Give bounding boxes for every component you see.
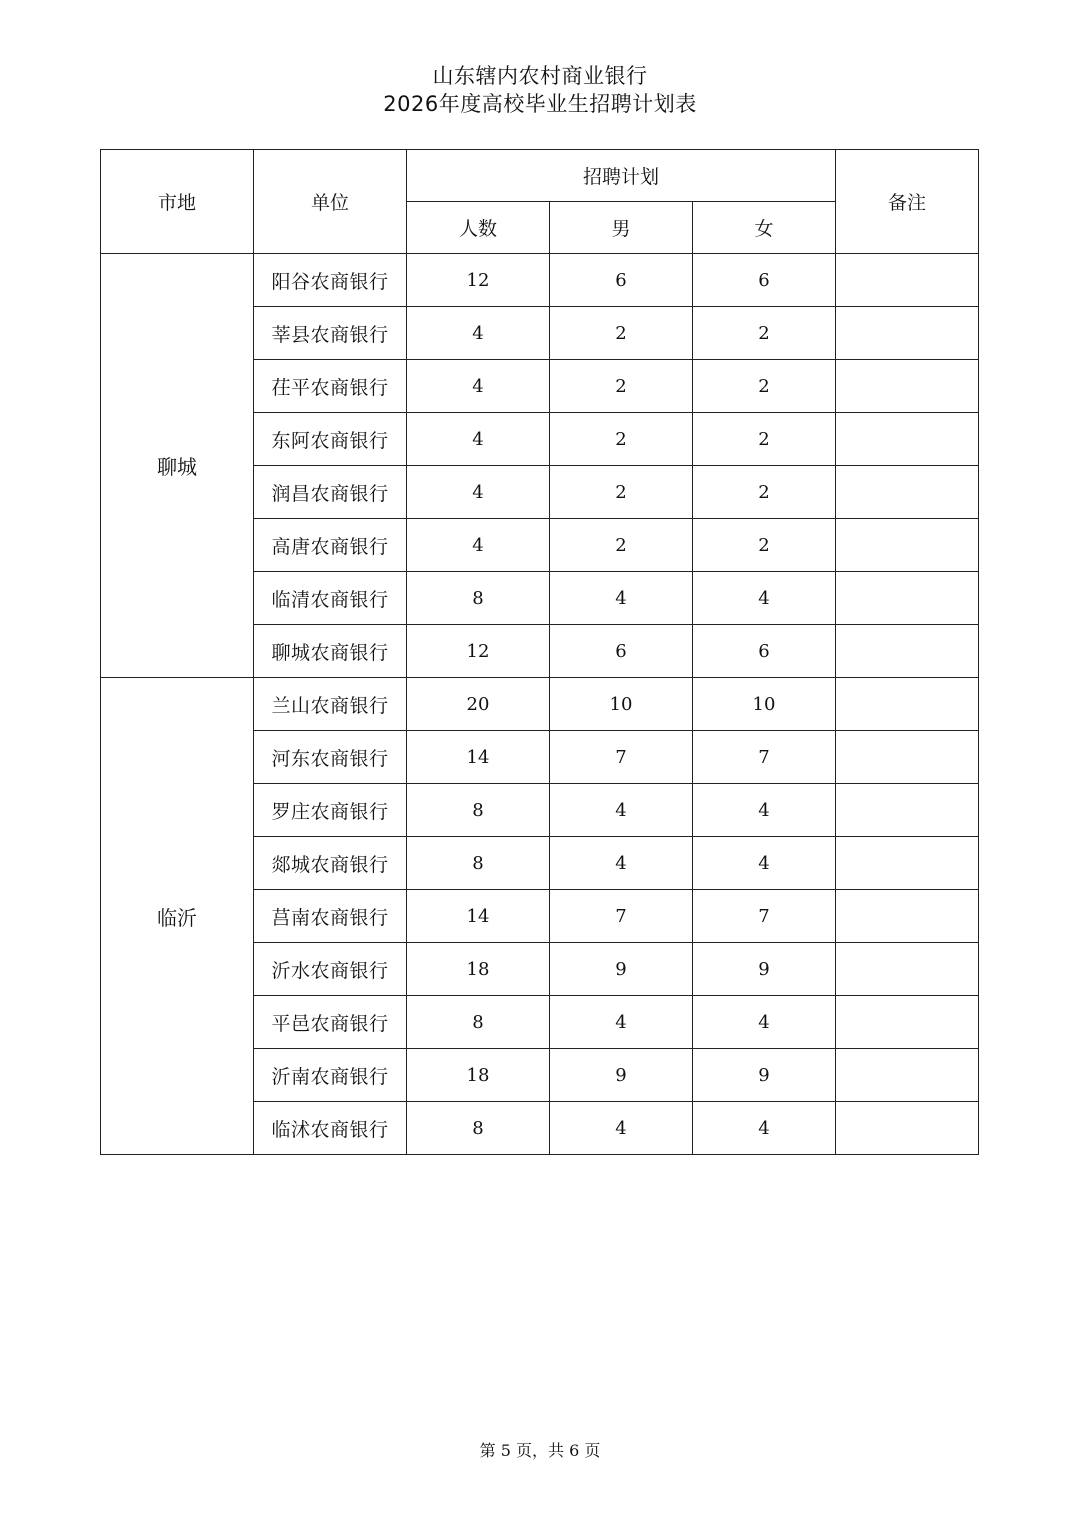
unit-cell: 高唐农商银行: [254, 519, 407, 572]
count-cell: 8: [407, 996, 550, 1049]
remark-cell: [836, 1049, 979, 1102]
male-cell: 4: [550, 572, 693, 625]
unit-cell: 茌平农商银行: [254, 360, 407, 413]
count-cell: 8: [407, 837, 550, 890]
male-cell: 6: [550, 254, 693, 307]
remark-cell: [836, 837, 979, 890]
female-cell: 4: [693, 784, 836, 837]
male-cell: 2: [550, 307, 693, 360]
unit-cell: 郯城农商银行: [254, 837, 407, 890]
female-cell: 6: [693, 254, 836, 307]
unit-cell: 罗庄农商银行: [254, 784, 407, 837]
count-cell: 8: [407, 572, 550, 625]
male-cell: 9: [550, 1049, 693, 1102]
female-cell: 2: [693, 413, 836, 466]
remark-cell: [836, 678, 979, 731]
count-cell: 4: [407, 466, 550, 519]
male-cell: 10: [550, 678, 693, 731]
female-cell: 2: [693, 466, 836, 519]
remark-cell: [836, 466, 979, 519]
header-female: 女: [693, 202, 836, 254]
page-footer: 第 5 页，共 6 页: [479, 1441, 601, 1460]
remark-cell: [836, 307, 979, 360]
count-cell: 4: [407, 519, 550, 572]
unit-cell: 东阿农商银行: [254, 413, 407, 466]
title-line-2: 2026年度高校毕业生招聘计划表: [383, 92, 697, 116]
unit-cell: 沂水农商银行: [254, 943, 407, 996]
count-cell: 4: [407, 413, 550, 466]
title-line-1: 山东辖内农村商业银行: [432, 64, 648, 88]
female-cell: 4: [693, 1102, 836, 1155]
unit-cell: 临沭农商银行: [254, 1102, 407, 1155]
document-title: [0, 62, 1080, 118]
header-remark: 备注: [836, 150, 979, 254]
female-cell: 4: [693, 996, 836, 1049]
male-cell: 6: [550, 625, 693, 678]
header-male: 男: [550, 202, 693, 254]
female-cell: 10: [693, 678, 836, 731]
female-cell: 7: [693, 890, 836, 943]
remark-cell: [836, 413, 979, 466]
unit-cell: 莒南农商银行: [254, 890, 407, 943]
header-city: 市地: [101, 150, 254, 254]
male-cell: 4: [550, 996, 693, 1049]
count-cell: 14: [407, 731, 550, 784]
remark-cell: [836, 1102, 979, 1155]
remark-cell: [836, 360, 979, 413]
remark-cell: [836, 519, 979, 572]
table-row: [101, 678, 979, 731]
male-cell: 2: [550, 519, 693, 572]
header-row-1: [101, 150, 979, 202]
remark-cell: [836, 943, 979, 996]
count-cell: 8: [407, 784, 550, 837]
unit-cell: 兰山农商银行: [254, 678, 407, 731]
header-unit: 单位: [254, 150, 407, 254]
unit-cell: 阳谷农商银行: [254, 254, 407, 307]
remark-cell: [836, 572, 979, 625]
remark-cell: [836, 784, 979, 837]
unit-cell: 沂南农商银行: [254, 1049, 407, 1102]
remark-cell: [836, 890, 979, 943]
city-cell: 聊城: [101, 254, 254, 678]
remark-cell: [836, 625, 979, 678]
male-cell: 9: [550, 943, 693, 996]
male-cell: 2: [550, 466, 693, 519]
count-cell: 18: [407, 943, 550, 996]
male-cell: 2: [550, 360, 693, 413]
male-cell: 4: [550, 837, 693, 890]
female-cell: 9: [693, 1049, 836, 1102]
unit-cell: 润昌农商银行: [254, 466, 407, 519]
unit-cell: 平邑农商银行: [254, 996, 407, 1049]
header-count: 人数: [407, 202, 550, 254]
unit-cell: 河东农商银行: [254, 731, 407, 784]
unit-cell: 临清农商银行: [254, 572, 407, 625]
male-cell: 7: [550, 890, 693, 943]
count-cell: 18: [407, 1049, 550, 1102]
female-cell: 9: [693, 943, 836, 996]
city-cell: 临沂: [101, 678, 254, 1155]
recruitment-plan-table: [100, 149, 979, 1155]
unit-cell: 聊城农商银行: [254, 625, 407, 678]
female-cell: 2: [693, 519, 836, 572]
remark-cell: [836, 731, 979, 784]
count-cell: 14: [407, 890, 550, 943]
count-cell: 4: [407, 307, 550, 360]
remark-cell: [836, 996, 979, 1049]
count-cell: 4: [407, 360, 550, 413]
male-cell: 4: [550, 1102, 693, 1155]
female-cell: 4: [693, 837, 836, 890]
remark-cell: [836, 254, 979, 307]
count-cell: 8: [407, 1102, 550, 1155]
header-plan: 招聘计划: [407, 150, 836, 202]
count-cell: 20: [407, 678, 550, 731]
count-cell: 12: [407, 254, 550, 307]
male-cell: 7: [550, 731, 693, 784]
table-row: [101, 254, 979, 307]
female-cell: 4: [693, 572, 836, 625]
male-cell: 4: [550, 784, 693, 837]
female-cell: 7: [693, 731, 836, 784]
count-cell: 12: [407, 625, 550, 678]
female-cell: 2: [693, 360, 836, 413]
unit-cell: 莘县农商银行: [254, 307, 407, 360]
female-cell: 2: [693, 307, 836, 360]
table-body: [101, 254, 979, 1155]
female-cell: 6: [693, 625, 836, 678]
male-cell: 2: [550, 413, 693, 466]
